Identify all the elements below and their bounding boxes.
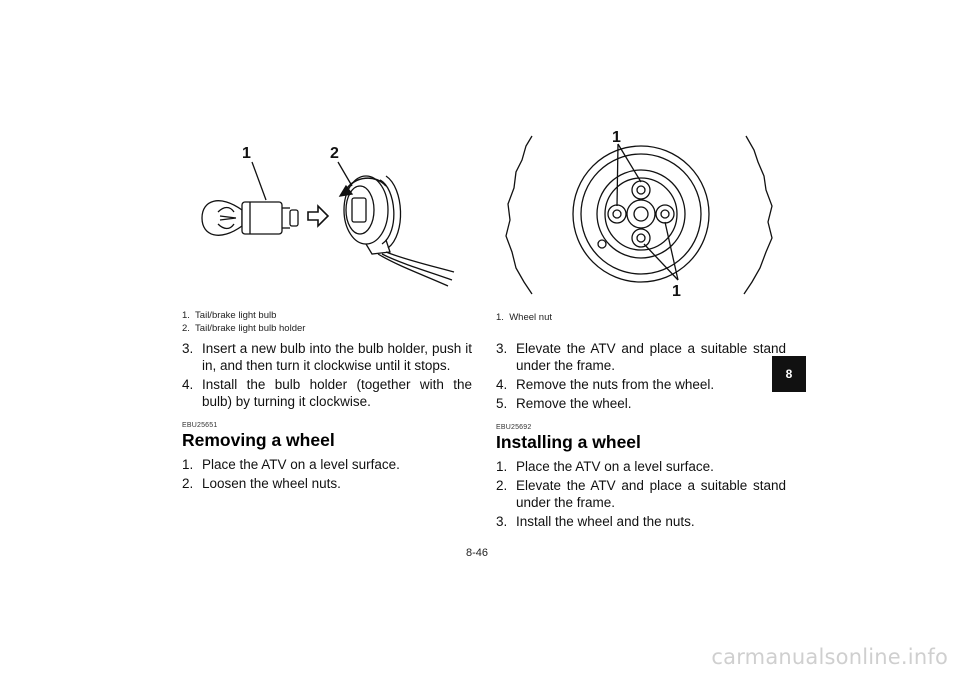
step-item: 2. Elevate the ATV and place a suitable stand under the frame. [496, 478, 786, 510]
wheel-illustration [496, 128, 792, 300]
chapter-tab: 8 [772, 356, 806, 392]
callout-1-left: 1 [242, 145, 251, 162]
bulb-illustration [190, 136, 460, 296]
section-heading: Removing a wheel [182, 430, 335, 450]
step-item: 4. Remove the nuts from the wheel. [496, 377, 715, 392]
callout-2-left: 2 [330, 145, 339, 162]
step-item: 4. Install the bulb holder (together with the bulb) by turning it clockwise. [182, 377, 472, 409]
caption-item: 1. Wheel nut [496, 312, 552, 323]
section-heading: Installing a wheel [496, 432, 641, 452]
callout-1-bottom: 1 [672, 283, 681, 300]
caption-item: 2. Tail/brake light bulb holder [182, 323, 306, 334]
right-column [496, 340, 786, 532]
right-figure-caption [496, 311, 552, 324]
step-item: 5. Remove the wheel. [496, 396, 632, 411]
step-item: 1. Place the ATV on a level surface. [182, 457, 400, 472]
watermark: carmanualsonline.info [711, 645, 948, 669]
step-item: 1. Place the ATV on a level surface. [496, 459, 714, 474]
left-column [182, 340, 472, 494]
left-figure-caption [182, 309, 305, 335]
section-code: EBU25692 [496, 424, 532, 431]
step-item: 3. Insert a new bulb into the bulb holder, push it in, and then turn it clockwise until it stops. [182, 341, 472, 373]
page-number: 8-46 [466, 547, 489, 559]
step-item: 3. Elevate the ATV and place a suitable stand under the frame. [496, 341, 786, 373]
callout-1-top: 1 [612, 129, 621, 146]
step-item: 2. Loosen the wheel nuts. [182, 476, 341, 491]
step-item: 3. Install the wheel and the nuts. [496, 514, 695, 529]
caption-item: 1. Tail/brake light bulb [182, 310, 277, 321]
section-code: EBU25651 [182, 422, 218, 429]
